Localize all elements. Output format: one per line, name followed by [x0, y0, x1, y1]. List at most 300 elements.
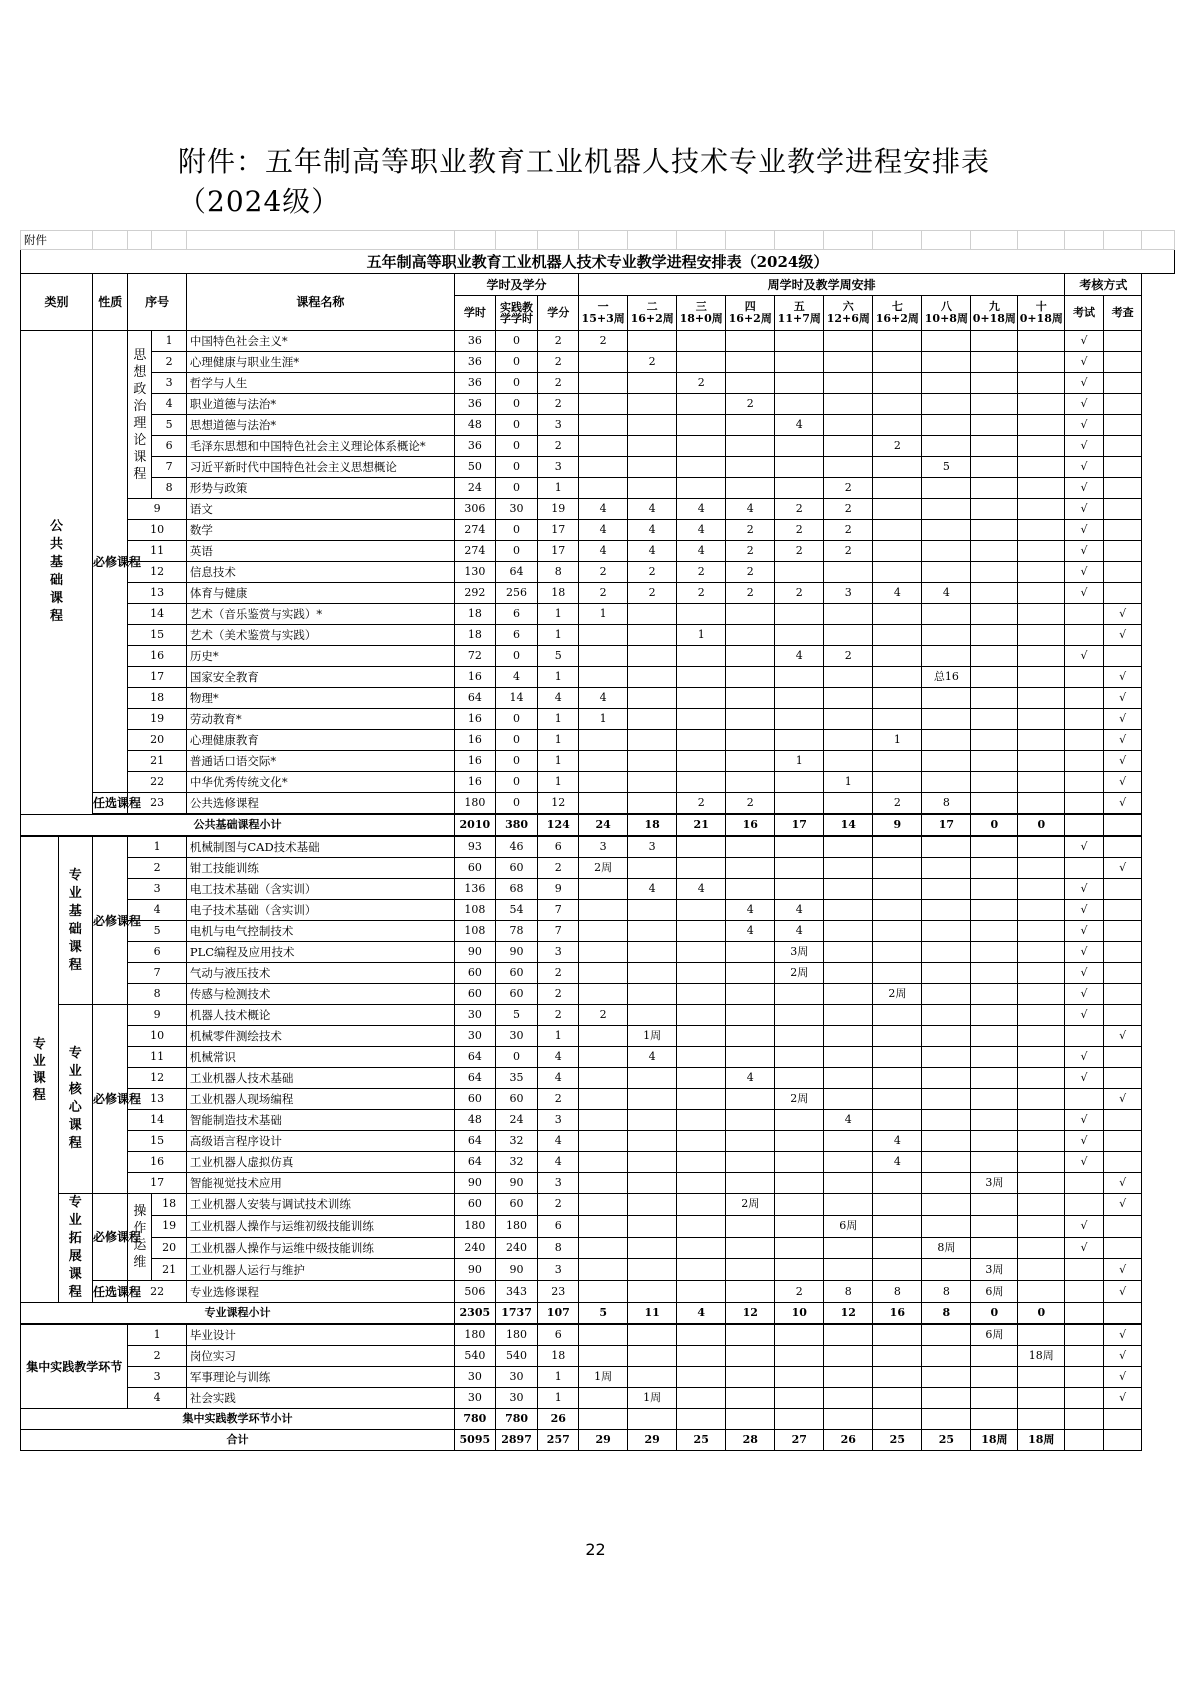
group-operation-text: 操作运维: [133, 1204, 147, 1271]
semester-4-cell: [726, 1346, 775, 1367]
course-row: [21, 688, 1175, 709]
schedule-table-wrapper: [20, 230, 1175, 1451]
course-row: [21, 499, 1175, 520]
semester-2-cell: [628, 646, 677, 667]
group-pro-elective: 任选课程: [92, 1281, 127, 1303]
semester-1-cell: [579, 772, 628, 793]
course-row: [21, 1068, 1175, 1089]
check-cell: √: [1103, 688, 1142, 709]
semester-8-cell: [922, 1194, 971, 1216]
semester-5-cell: 2: [775, 520, 824, 541]
semester-4-cell: [726, 1324, 775, 1346]
exam-cell: √: [1065, 900, 1104, 921]
exam-cell: √: [1065, 352, 1104, 373]
semester-10-cell: [1018, 1237, 1065, 1259]
exam-cell: [1065, 1367, 1104, 1388]
semester-6-cell: 2: [824, 499, 873, 520]
seq-cell: 2: [128, 858, 186, 879]
semester-5-cell: [775, 1005, 824, 1026]
check-cell: [1103, 1131, 1142, 1152]
semester-10-cell: [1018, 1005, 1065, 1026]
semester-9-cell: [971, 921, 1018, 942]
semester-9-cell: [971, 1367, 1018, 1388]
semester-5-cell: 2: [775, 583, 824, 604]
semester-1-cell: [579, 352, 628, 373]
semester-3-cell: [677, 1194, 726, 1216]
check-cell: [1103, 1409, 1142, 1430]
exam-cell: √: [1065, 1110, 1104, 1131]
semester-2-cell: 4: [628, 879, 677, 900]
credits-cell: 124: [538, 814, 579, 836]
group-pro-basic-required: 必修课程: [92, 836, 127, 1005]
semester-8-cell: 17: [922, 814, 971, 836]
semester-7-cell: 16: [873, 1303, 922, 1325]
check-cell: [1103, 921, 1142, 942]
check-cell: [1103, 1237, 1142, 1259]
course-name: 艺术（音乐鉴赏与实践）*: [186, 604, 454, 625]
credits-cell: 2: [538, 984, 579, 1005]
semester-4-cell: [726, 963, 775, 984]
course-name: 工业机器人运行与维护: [186, 1259, 454, 1281]
credits-cell: 2: [538, 373, 579, 394]
semester-1-cell: 2: [579, 562, 628, 583]
semester-7-cell: 8: [873, 1281, 922, 1303]
semester-6-cell: [824, 1324, 873, 1346]
semester-4-cell: [726, 730, 775, 751]
course-name: 物理*: [186, 688, 454, 709]
semester-8-cell: 8周: [922, 1237, 971, 1259]
sheet-blank: [628, 231, 677, 250]
course-row: [21, 709, 1175, 730]
semester-1-cell: [579, 900, 628, 921]
semester-1-cell: [579, 1089, 628, 1110]
semester-6-cell: 14: [824, 814, 873, 836]
seq-cell: 18: [152, 1194, 186, 1216]
credits-cell: 6: [538, 836, 579, 858]
semester-10-cell: [1018, 900, 1065, 921]
practice-hours-cell: 35: [495, 1068, 538, 1089]
course-name: 毛泽东思想和中国特色社会主义理论体系概论*: [186, 436, 454, 457]
semester-4-cell: [726, 836, 775, 858]
semester-2-cell: [628, 478, 677, 499]
semester-10-cell: [1018, 1281, 1065, 1303]
group-ideology: [128, 331, 152, 499]
practice-hours-cell: 180: [495, 1215, 538, 1237]
semester-7-cell: [873, 352, 922, 373]
semester-10-cell: [1018, 1388, 1065, 1409]
semester-7-cell: 4: [873, 1131, 922, 1152]
course-row: [21, 583, 1175, 604]
course-name: 毕业设计: [186, 1324, 454, 1346]
semester-2-cell: 11: [628, 1303, 677, 1325]
semester-6-cell: [824, 688, 873, 709]
course-row: [21, 625, 1175, 646]
check-cell: √: [1103, 667, 1142, 688]
seq-cell: 8: [152, 478, 186, 499]
course-row: [21, 541, 1175, 562]
semester-4-cell: [726, 772, 775, 793]
practice-hours-cell: 256: [495, 583, 538, 604]
semester-8-cell: [922, 1346, 971, 1367]
semester-3-cell: [677, 667, 726, 688]
semester-6-cell: [824, 1367, 873, 1388]
seq-cell: 3: [128, 1367, 186, 1388]
semester-1-cell: 1: [579, 709, 628, 730]
course-row: [21, 730, 1175, 751]
header-semester-2: [628, 296, 677, 331]
exam-cell: [1065, 1430, 1104, 1451]
seq-cell: 9: [128, 499, 186, 520]
practice-hours-cell: 6: [495, 625, 538, 646]
semester-10-cell: [1018, 942, 1065, 963]
semester-8-cell: [922, 604, 971, 625]
semester-3-cell: 25: [677, 1430, 726, 1451]
semester-5-cell: [775, 1194, 824, 1216]
semester-2-cell: 29: [628, 1430, 677, 1451]
seq-cell: 14: [128, 604, 186, 625]
course-row: [21, 836, 1175, 858]
practice-hours-cell: 60: [495, 1194, 538, 1216]
course-name: 形势与政策: [186, 478, 454, 499]
semester-6-cell: [824, 730, 873, 751]
semester-5-cell: [775, 1215, 824, 1237]
semester-4-cell: [726, 1005, 775, 1026]
semester-3-cell: 21: [677, 814, 726, 836]
course-row: [21, 1388, 1175, 1409]
semester-3-cell: [677, 1259, 726, 1281]
semester-4-cell: 2: [726, 583, 775, 604]
semester-10-cell: [1018, 1194, 1065, 1216]
check-cell: [1103, 1068, 1142, 1089]
seq-cell: 9: [128, 1005, 186, 1026]
practice-hours-cell: 90: [495, 942, 538, 963]
course-name: 机械制图与CAD技术基础: [186, 836, 454, 858]
course-row: [21, 520, 1175, 541]
semester-6-cell: [824, 457, 873, 478]
semester-2-cell: [628, 1259, 677, 1281]
exam-cell: [1065, 1089, 1104, 1110]
exam-cell: √: [1065, 921, 1104, 942]
semester-5-cell: [775, 793, 824, 815]
course-name: 体育与健康: [186, 583, 454, 604]
check-cell: [1103, 562, 1142, 583]
check-cell: [1103, 436, 1142, 457]
semester-4-cell: [726, 1089, 775, 1110]
hours-cell: 64: [454, 1068, 495, 1089]
semester-3-cell: [677, 921, 726, 942]
exam-cell: √: [1065, 394, 1104, 415]
semester-2-cell: [628, 394, 677, 415]
course-name: 思想道德与法治*: [186, 415, 454, 436]
seq-cell: 22: [128, 1281, 186, 1303]
semester-4-cell: [726, 1131, 775, 1152]
practice-hours-cell: 0: [495, 415, 538, 436]
semester-6-cell: [824, 793, 873, 815]
course-name: 机器人技术概论: [186, 1005, 454, 1026]
semester-10-cell: [1018, 373, 1065, 394]
semester-10-cell: [1018, 646, 1065, 667]
semester-9-cell: 0: [971, 814, 1018, 836]
hours-cell: 18: [454, 604, 495, 625]
semester-9-cell: [971, 646, 1018, 667]
seq-cell: 15: [128, 1131, 186, 1152]
hours-cell: 540: [454, 1346, 495, 1367]
semester-1-cell: [579, 1409, 628, 1430]
semester-2-cell: [628, 688, 677, 709]
course-name: 机械零件测绘技术: [186, 1026, 454, 1047]
semester-9-cell: [971, 667, 1018, 688]
semester-6-cell: 4: [824, 1110, 873, 1131]
course-row: [21, 942, 1175, 963]
check-cell: [1103, 1005, 1142, 1026]
semester-5-cell: [775, 1152, 824, 1173]
semester-4-cell: 4: [726, 921, 775, 942]
exam-cell: √: [1065, 583, 1104, 604]
semester-7-cell: [873, 921, 922, 942]
semester-1-cell: 4: [579, 541, 628, 562]
semester-9-cell: [971, 1068, 1018, 1089]
semester-5-cell: [775, 1131, 824, 1152]
course-name: 气动与液压技术: [186, 963, 454, 984]
semester-5-cell: [775, 1068, 824, 1089]
semester-4-cell: [726, 879, 775, 900]
semester-2-cell: [628, 1409, 677, 1430]
semester-8-cell: [922, 836, 971, 858]
course-row: [21, 1281, 1175, 1303]
header-semester-6: [824, 296, 873, 331]
hours-cell: 2010: [454, 814, 495, 836]
semester-10-cell: [1018, 478, 1065, 499]
hours-cell: 48: [454, 1110, 495, 1131]
course-name: 艺术（美术鉴赏与实践）: [186, 625, 454, 646]
semester-2-cell: 4: [628, 520, 677, 541]
hours-cell: 16: [454, 772, 495, 793]
group-public-required-text: 必修课程: [92, 554, 141, 569]
course-name: 历史*: [186, 646, 454, 667]
semester-1-cell: [579, 478, 628, 499]
seq-cell: 11: [128, 1047, 186, 1068]
semester-7-cell: [873, 1110, 922, 1131]
check-cell: √: [1103, 1281, 1142, 1303]
course-name: 工业机器人现场编程: [186, 1089, 454, 1110]
semester-2-cell: [628, 1152, 677, 1173]
check-cell: √: [1103, 1388, 1142, 1409]
semester-5-cell: [775, 562, 824, 583]
semester-6-cell: [824, 1089, 873, 1110]
hours-cell: 36: [454, 436, 495, 457]
semester-10-cell: [1018, 921, 1065, 942]
semester-3-cell: [677, 1068, 726, 1089]
semester-6-cell: [824, 984, 873, 1005]
semester-9-cell: [971, 858, 1018, 879]
semester-10-cell: [1018, 751, 1065, 772]
total-row: [21, 1430, 1175, 1451]
semester-6-cell: [824, 1152, 873, 1173]
total-label: 合计: [21, 1430, 455, 1451]
semester-4-cell: [726, 1237, 775, 1259]
header-semester-3: [677, 296, 726, 331]
semester-weeks: 15+3周: [581, 312, 625, 325]
semester-10-cell: [1018, 1409, 1065, 1430]
semester-10-cell: [1018, 331, 1065, 352]
semester-7-cell: 25: [873, 1430, 922, 1451]
check-cell: [1103, 963, 1142, 984]
course-name: 心理健康与职业生涯*: [186, 352, 454, 373]
semester-1-cell: [579, 1346, 628, 1367]
credits-cell: 6: [538, 1324, 579, 1346]
seq-cell: 19: [152, 1215, 186, 1237]
semester-5-cell: 3周: [775, 942, 824, 963]
header-semester-8: [922, 296, 971, 331]
exam-cell: √: [1065, 436, 1104, 457]
semester-9-cell: [971, 457, 1018, 478]
sheet-blank: [1018, 231, 1065, 250]
semester-10-cell: [1018, 436, 1065, 457]
semester-2-cell: [628, 1324, 677, 1346]
seq-cell: 21: [128, 751, 186, 772]
semester-3-cell: 2: [677, 793, 726, 815]
semester-7-cell: [873, 1068, 922, 1089]
exam-cell: [1065, 709, 1104, 730]
semester-1-cell: [579, 751, 628, 772]
semester-1-cell: [579, 1194, 628, 1216]
semester-8-cell: [922, 1068, 971, 1089]
semester-6-cell: [824, 1259, 873, 1281]
semester-6-cell: [824, 1068, 873, 1089]
hours-cell: 72: [454, 646, 495, 667]
group-public-elective: 任选课程: [92, 793, 127, 815]
hours-cell: 780: [454, 1409, 495, 1430]
semester-8-cell: [922, 562, 971, 583]
semester-9-cell: [971, 625, 1018, 646]
course-name: 工业机器人技术基础: [186, 1068, 454, 1089]
semester-5-cell: [775, 1026, 824, 1047]
practice-hours-cell: 64: [495, 562, 538, 583]
semester-8-cell: [922, 436, 971, 457]
semester-5-cell: [775, 772, 824, 793]
practice-hours-cell: 0: [495, 1047, 538, 1068]
semester-9-cell: [971, 1346, 1018, 1367]
header-semester-10: [1018, 296, 1065, 331]
check-cell: [1103, 1152, 1142, 1173]
header-exam-group: 考核方式: [1065, 274, 1142, 296]
semester-8-cell: [922, 858, 971, 879]
semester-10-cell: [1018, 836, 1065, 858]
semester-6-cell: [824, 1346, 873, 1367]
credits-cell: 2: [538, 352, 579, 373]
semester-2-cell: 3: [628, 836, 677, 858]
semester-3-cell: [677, 688, 726, 709]
sheet-blank: [579, 231, 628, 250]
semester-8-cell: 8: [922, 1281, 971, 1303]
credits-cell: 8: [538, 562, 579, 583]
hours-cell: 30: [454, 1005, 495, 1026]
semester-10-cell: [1018, 1324, 1065, 1346]
semester-5-cell: 4: [775, 921, 824, 942]
header-week-group: 周学时及教学周安排: [579, 274, 1065, 296]
semester-3-cell: 4: [677, 541, 726, 562]
semester-6-cell: [824, 1409, 873, 1430]
sheet-blank: [677, 231, 726, 250]
sheet-blank: [128, 231, 152, 250]
seq-cell: 2: [152, 352, 186, 373]
course-name: 工业机器人安装与调试技术训练: [186, 1194, 454, 1216]
practice-hours-cell: 240: [495, 1237, 538, 1259]
semester-2-cell: [628, 1005, 677, 1026]
semester-1-cell: 1周: [579, 1367, 628, 1388]
credits-cell: 1: [538, 751, 579, 772]
course-row: [21, 1089, 1175, 1110]
semester-7-cell: [873, 541, 922, 562]
semester-10-cell: [1018, 562, 1065, 583]
semester-5-cell: [775, 836, 824, 858]
credits-cell: 2: [538, 858, 579, 879]
seq-cell: 16: [128, 1152, 186, 1173]
semester-10-cell: [1018, 879, 1065, 900]
practice-hours-cell: 32: [495, 1131, 538, 1152]
sheet-blank: [971, 231, 1018, 250]
semester-10-cell: [1018, 984, 1065, 1005]
semester-1-cell: 2: [579, 583, 628, 604]
semester-8-cell: [922, 984, 971, 1005]
header-hours-group: 学时及学分: [454, 274, 578, 296]
check-cell: [1103, 583, 1142, 604]
semester-9-cell: [971, 1388, 1018, 1409]
semester-5-cell: [775, 1324, 824, 1346]
semester-4-cell: [726, 1409, 775, 1430]
semester-8-cell: [922, 1388, 971, 1409]
semester-8-cell: [922, 478, 971, 499]
semester-2-cell: [628, 1173, 677, 1194]
semester-1-cell: [579, 394, 628, 415]
header-semester-7: [873, 296, 922, 331]
exam-cell: √: [1065, 1047, 1104, 1068]
check-cell: [1103, 836, 1142, 858]
semester-3-cell: [677, 709, 726, 730]
semester-1-cell: [579, 1068, 628, 1089]
semester-2-cell: [628, 667, 677, 688]
semester-8-cell: [922, 394, 971, 415]
semester-5-cell: 2: [775, 1281, 824, 1303]
semester-1-cell: 29: [579, 1430, 628, 1451]
seq-cell: 17: [128, 667, 186, 688]
semester-3-cell: [677, 1173, 726, 1194]
sheet-blank: [726, 231, 775, 250]
hours-cell: 30: [454, 1367, 495, 1388]
course-name: 英语: [186, 541, 454, 562]
credits-cell: 23: [538, 1281, 579, 1303]
semester-6-cell: [824, 667, 873, 688]
exam-cell: √: [1065, 331, 1104, 352]
semester-4-cell: [726, 751, 775, 772]
semester-10-cell: [1018, 963, 1065, 984]
semester-7-cell: [873, 415, 922, 436]
semester-8-cell: [922, 942, 971, 963]
check-cell: [1103, 478, 1142, 499]
check-cell: [1103, 373, 1142, 394]
check-cell: [1103, 984, 1142, 1005]
course-row: [21, 1173, 1175, 1194]
seq-cell: 12: [128, 562, 186, 583]
semester-3-cell: [677, 1047, 726, 1068]
semester-7-cell: [873, 709, 922, 730]
seq-cell: 3: [152, 373, 186, 394]
semester-4-cell: 2: [726, 541, 775, 562]
semester-6-cell: [824, 921, 873, 942]
semester-8-cell: [922, 1259, 971, 1281]
course-row: [21, 1367, 1175, 1388]
credits-cell: 4: [538, 1047, 579, 1068]
